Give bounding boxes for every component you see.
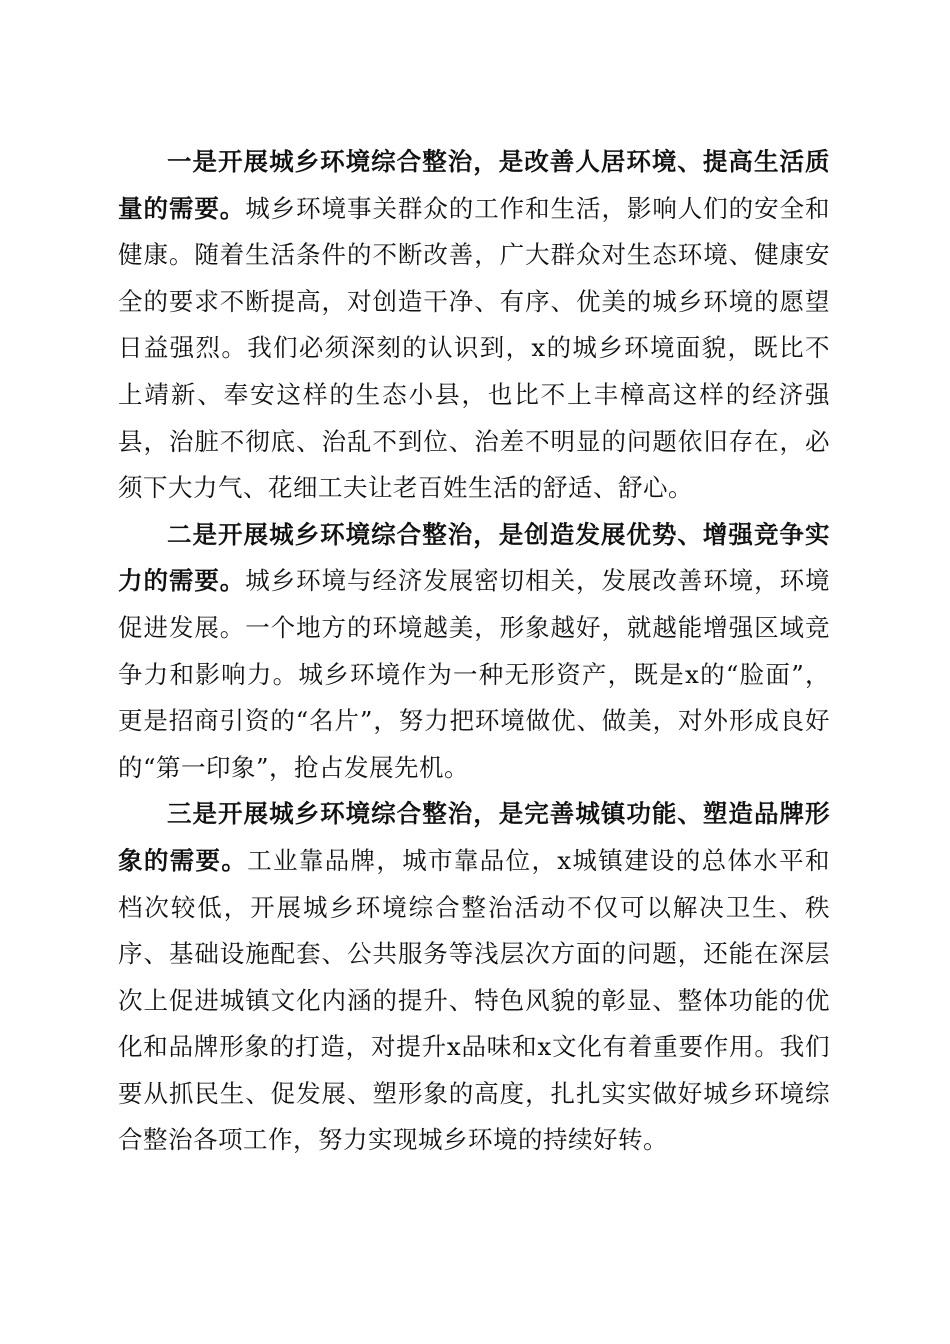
- paragraph-1-lead: 一是开展城乡环境综合整治，是改善人居环境、提高生活质量的需要。: [118, 147, 830, 223]
- paragraph-2-body: 城乡环境与经济发展密切相关，发展改善环境，环境促进发展。一个地方的环境越美，形象越好，就越能增强区域竞争力和影响力。城乡环境作为一种无形资产，既是x的“脸面”，更是招商引资的“名片”，努力把环境做优、做美，对外形成良好的“第一印象”，抢占发展先机。: [118, 566, 831, 782]
- paragraph-2: [118, 512, 830, 792]
- paragraph-3-lead: 三是开展城乡环境综合整治，是完善城镇功能、塑造品牌形象的需要。: [118, 799, 830, 875]
- paragraph-2-lead: 二是开展城乡环境综合整治，是创造发展优势、增强竞争实力的需要。: [118, 519, 830, 596]
- paragraph-1-body: 城乡环境事关群众的工作和生活，影响人们的安全和健康。随着生活条件的不断改善，广大群众对生态环境、健康安全的要求不断提高，对创造干净、有序、优美的城乡环境的愿望日益强烈。我们必须深刻的认识到，x的城乡环境面貌，既比不上靖新、奉安这样的生态小县，也比不上丰樟高这样的经济强县，治脏不彻底、治乱不到位、治差不明显的问题依旧存在，必须下大力气、花细工夫让老百姓生活的舒适、舒心。: [118, 193, 831, 503]
- paragraph-3-body: 工业靠品牌，城市靠品位，x城镇建设的总体水平和档次较低，开展城乡环境综合整治活动不仅可以解决卫生、秩序、基础设施配套、公共服务等浅层次方面的问题，还能在深层次上促进城镇文化内涵的提升、特色风貌的彰显、整体功能的优化和品牌形象的打造，对提升x品味和x文化有着重要作用。我们要从抓民生、促发展、塑形象的高度，扎扎实实做好城乡环境综合整治各项工作，努力实现城乡环境的持续好转。: [118, 845, 830, 1155]
- paragraph-1: [118, 139, 830, 512]
- paragraph-3: [118, 791, 830, 1164]
- document-body: [118, 139, 830, 1164]
